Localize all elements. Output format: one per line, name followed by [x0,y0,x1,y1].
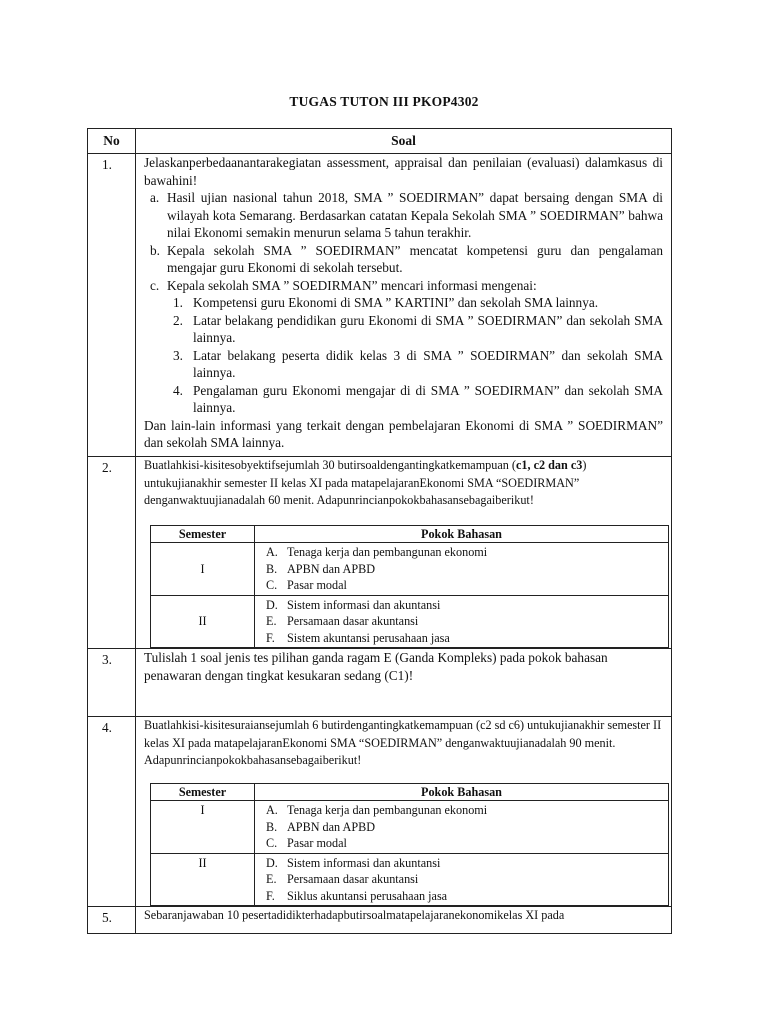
question-number: 3. [88,649,136,717]
question-row-1 [88,154,672,457]
question-items [144,189,663,294]
question-body [136,457,672,649]
list-item: b. Kepala sekolah SMA ” SOEDIRMAN” mencatat kompetensi guru dan pengalaman mengajar guru Ekonomi di sekolah tersebut. [150,242,663,275]
header-pokok-bahasan: Pokok Bahasan [255,525,669,543]
question-number: 2. [88,457,136,649]
table-header-row [88,129,672,154]
list-item: c. Kepala sekolah SMA ” SOEDIRMAN” mencari informasi mengenai: [150,277,537,293]
question-intro: Jelaskanperbedaanantarakegiatan assessment, appraisal dan penilaian (evaluasi) dalamkasus di bawahini! [144,155,663,188]
list-item: a. Hasil ujian nasional tahun 2018, SMA ” SOEDIRMAN” dapat bersaing dengan SMA di wilayah kota Semarang. Berdasarkan catatan Kepala Sekolah SMA ” SOEDIRMAN” bahwa nilai Ekonomi semakin menurun selama 5 tahun terakhir. [150,190,663,240]
question-text: Buatlahkisi-kisitesuraiansejumlah 6 butirdengantingkatkemampuan (c2 sd c6) untukujianakhir semester II kelas XI pada matapelajaranEkonomi SMA “SOEDIRMAN” denganwaktuujianadalah 90 menit. Adapunrincianpokokbahasansebagaiberikut! [144,718,662,767]
header-soal: Soal [136,129,672,154]
list-item: F. Siklus akuntansi perusahaan jasa [266,888,448,903]
list-item: B. APBN dan APBD [266,819,376,834]
list-item: A. Tenaga kerja dan pembangunan ekonomi [266,545,488,559]
topics-table [150,525,669,649]
question-closing: Dan lain-lain informasi yang terkait dengan pembelajaran Ekonomi di SMA ” SOEDIRMAN” dan sekolah SMA lainnya. [144,417,663,450]
list-item: 1. Kompetensi guru Ekonomi di SMA ” KARTINI” dan sekolah SMA lainnya. [173,295,599,310]
list-item: 4. Pengalaman guru Ekonomi mengajar di di SMA ” SOEDIRMAN” dan sekolah SMA lainnya. [173,382,663,415]
header-semester: Semester [151,525,255,543]
question-text: Buatlahkisi-kisitesobyektifsejumlah 30 butirsoaldengantingkatkemampuan (c1, c2 dan c3) untukujianakhir semester II kelas XI pada matapelajaranEkonomi SMA “SOEDIRMAN” denganwaktuujianadalah 60 menit. Adapunrincianpokokbahasansebagaiberikut! [144,458,587,507]
list-item: C. Pasar modal [266,578,347,592]
list-item: D. Sistem informasi dan akuntansi [266,855,441,870]
list-item: 3. Latar belakang peserta didik kelas 3 di SMA ” SOEDIRMAN” dan sekolah SMA lainnya. [173,347,663,380]
question-number: 5. [88,907,136,934]
semester-cell: II [151,595,255,648]
topics-cell [255,853,669,906]
list-item: E. Persamaan dasar akuntansi [266,614,419,628]
header-pokok-bahasan: Pokok Bahasan [255,783,669,801]
list-item: E. Persamaan dasar akuntansi [266,872,419,886]
semester-cell: I [151,801,255,854]
list-item: D. Sistem informasi dan akuntansi [266,597,441,612]
question-row-5 [88,907,672,934]
table-row [151,801,669,854]
table-row [151,595,669,648]
list-item: 2. Latar belakang pendidikan guru Ekonomi di SMA ” SOEDIRMAN” dan sekolah SMA lainnya. [173,312,663,345]
topics-table [150,783,669,907]
question-row-4 [88,717,672,907]
topics-cell [255,595,669,648]
question-body [136,717,672,907]
semester-cell: I [151,543,255,596]
ability-levels: c1, c2 dan c3 [515,458,583,472]
question-body [136,154,672,457]
topics-cell [255,801,669,854]
list-item: F. Sistem akuntansi perusahaan jasa [266,630,450,645]
question-number: 4. [88,717,136,907]
question-row-3 [88,649,672,717]
question-body [136,649,672,717]
question-row-2 [88,457,672,649]
questions-table [87,128,672,934]
question-subitems [144,294,663,417]
semester-cell: II [151,853,255,906]
list-item: C. Pasar modal [266,836,347,850]
document-title: TUGAS TUTON III PKOP4302 [289,94,479,109]
list-item: B. APBN dan APBD [266,561,376,576]
question-number: 1. [88,154,136,457]
question-text: Tulislah 1 soal jenis tes pilihan ganda ragam E (Ganda Kompleks) pada pokok bahasan penawaran dengan tingkat kesukaran sedang (C1)! [144,650,608,683]
topics-cell [255,543,669,596]
header-no: No [88,129,136,154]
list-item: A. Tenaga kerja dan pembangunan ekonomi [266,803,488,817]
table-row [151,853,669,906]
header-semester: Semester [151,783,255,801]
table-row [151,543,669,596]
question-text: Sebaranjawaban 10 pesertadidikterhadapbutirsoalmatapelajaranekonomikelas XI pada [144,908,565,922]
question-body [136,907,672,934]
